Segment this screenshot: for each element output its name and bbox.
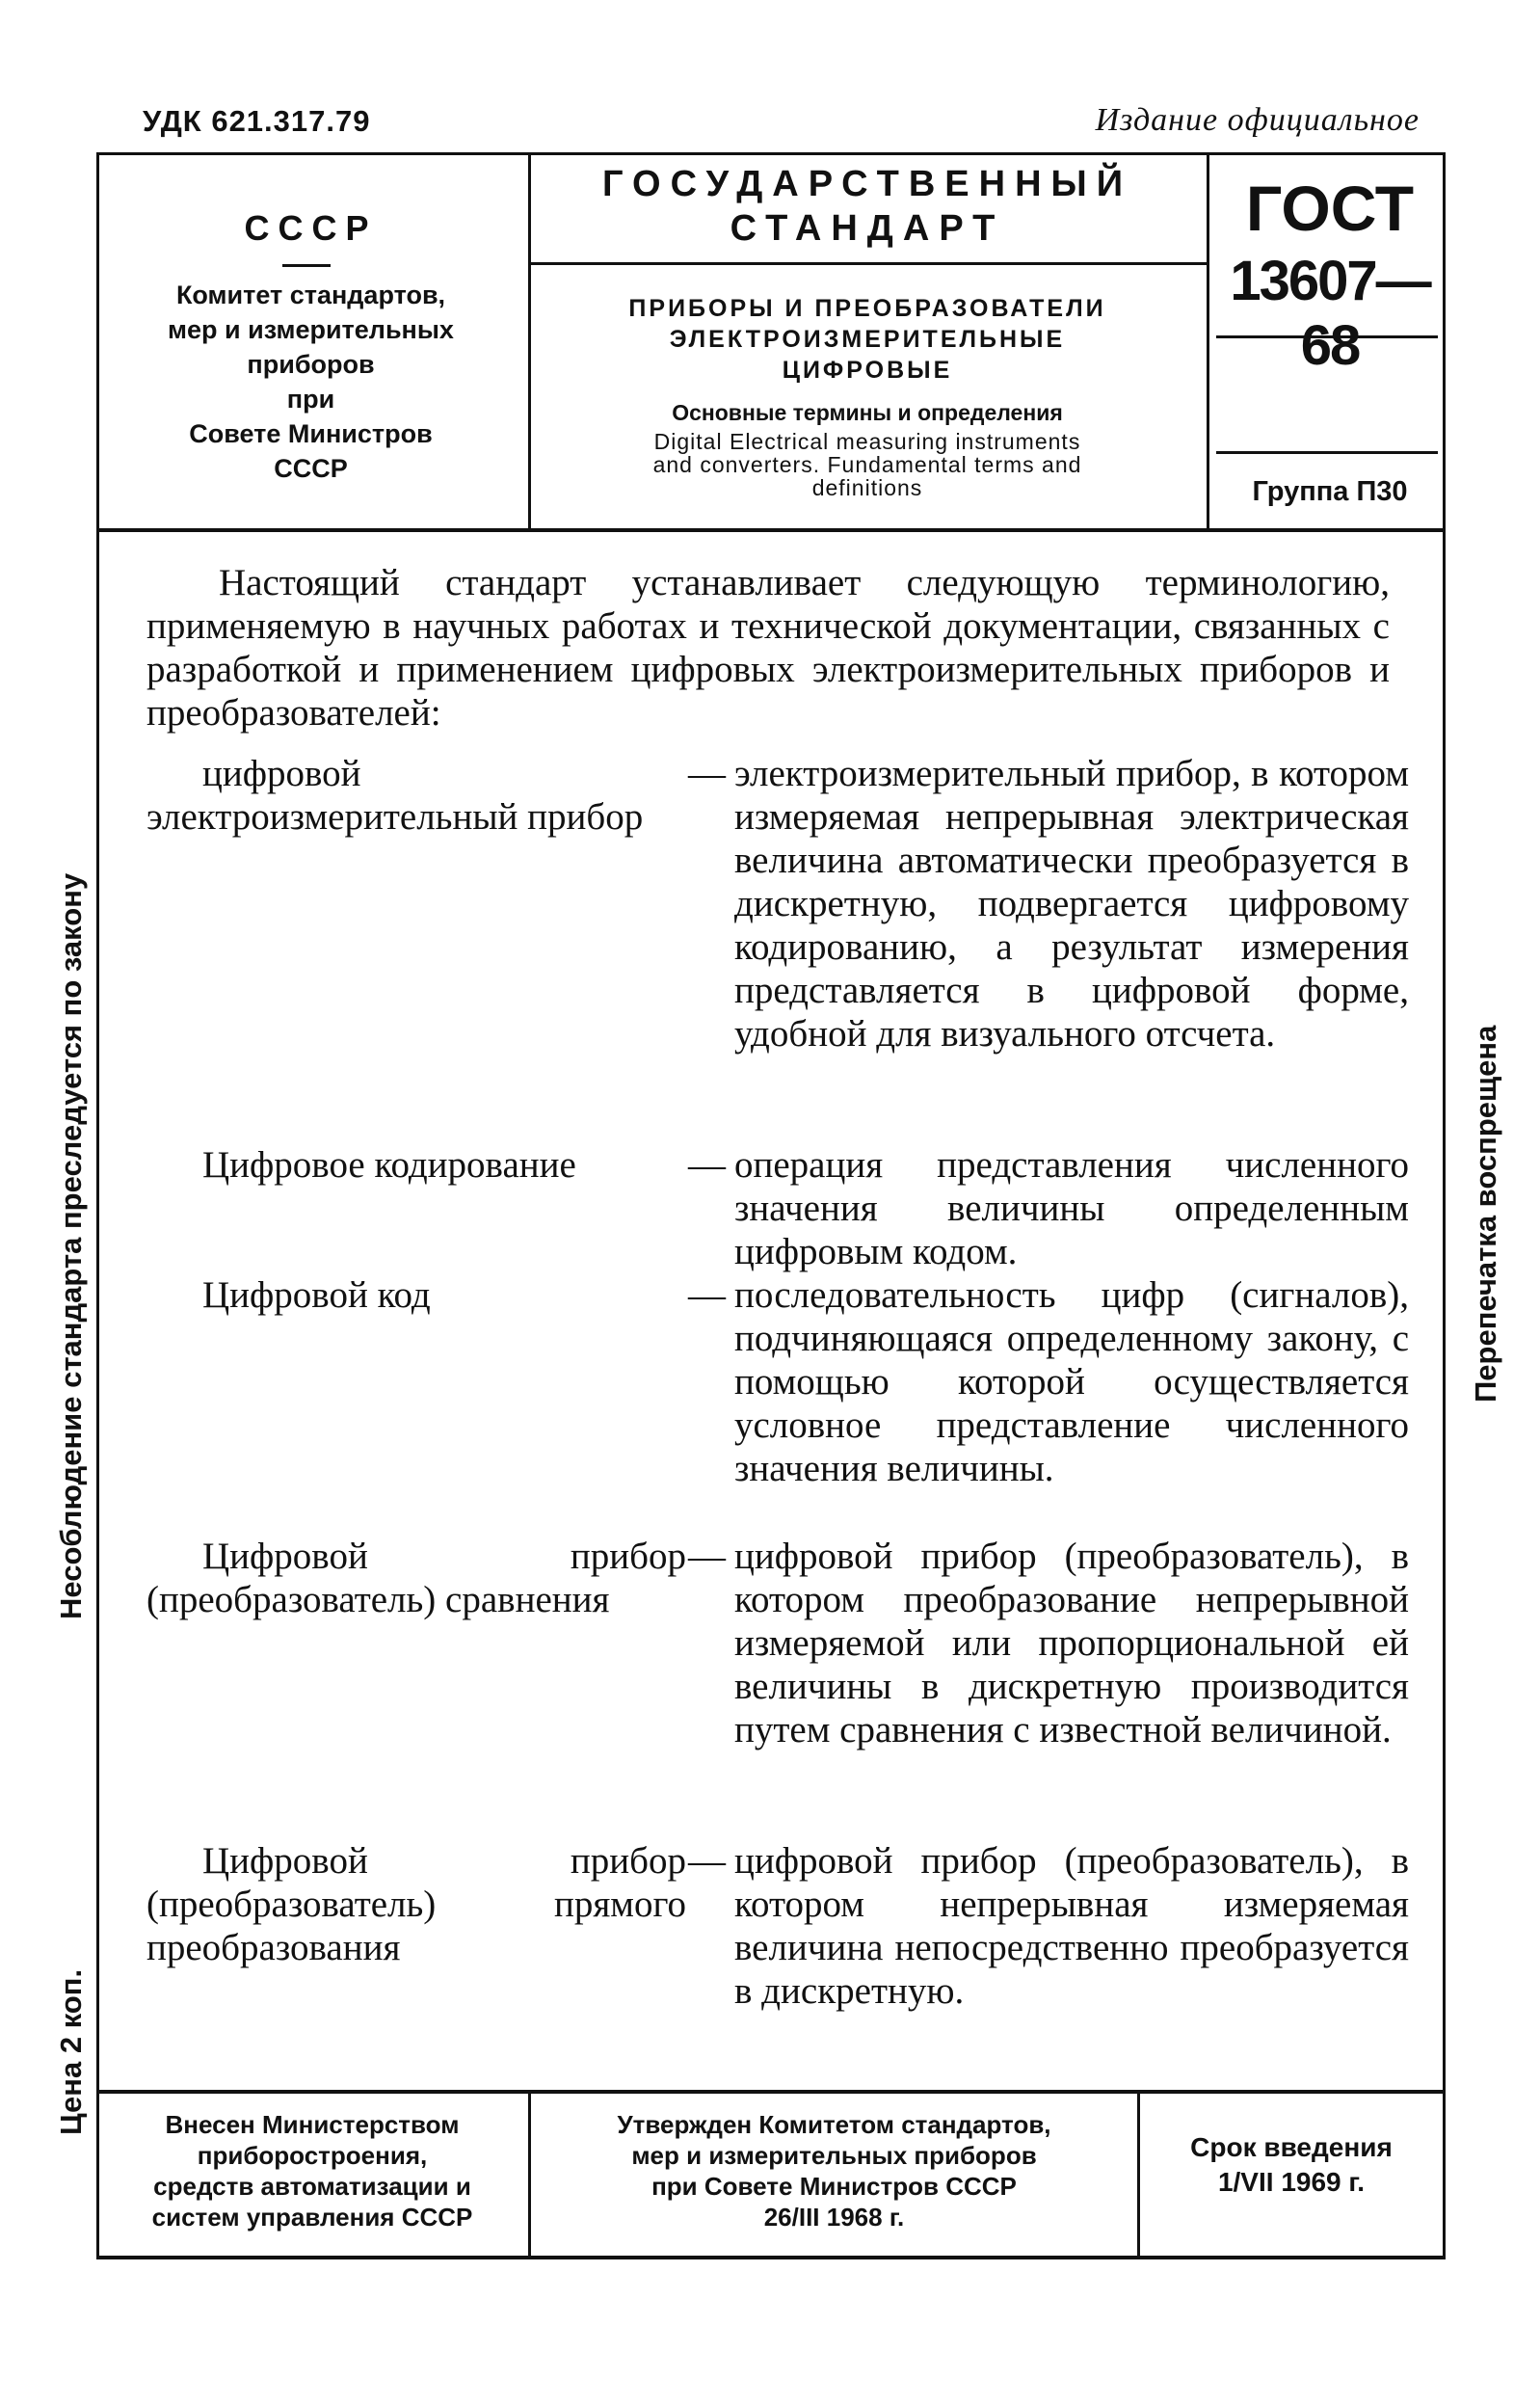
term-definition: последовательность цифр (сигналов), подчиняющаяся определенному закону, с помощью которой осуществляется условное представление численного значения величины.	[734, 1274, 1409, 1489]
term-name: Цифровой прибор (преобразователь) сравнения	[146, 1536, 686, 1620]
header-divider-2	[1207, 152, 1209, 528]
group-code: Группа П30	[1252, 476, 1408, 507]
effective-line: 1/VII 1969 г.	[1217, 2167, 1366, 2197]
term-definition: цифровой прибор (преобразователь), в котором непрерывная измеряемая величина непосредственно преобразуется в дискретную.	[734, 1840, 1409, 2012]
price-label: Цена 2 коп.	[54, 1968, 88, 2135]
term-name: Цифровое кодирование	[202, 1144, 576, 1186]
term-dash: —	[688, 1274, 726, 1316]
udk-code: УДК 621.317.79	[143, 104, 371, 138]
title-line: ЦИФРОВЫЕ	[782, 357, 953, 384]
term-definition: операция представления численного значения величины определенным цифровым кодом.	[734, 1144, 1409, 1272]
header-title-rule	[530, 262, 1207, 265]
introduced-line: средств автоматизации и	[153, 2172, 471, 2201]
english-title-line: Digital Electrical measuring instruments	[653, 429, 1081, 454]
introduced-line: систем управления СССР	[151, 2203, 473, 2232]
introduced-line: приборостроения,	[197, 2141, 428, 2170]
term-dash: —	[688, 1144, 726, 1186]
standard-type-line: СТАНДАРТ	[730, 208, 1005, 249]
term-name: Цифровой прибор (преобразователь) прямого преобразования	[146, 1840, 686, 1968]
approved-line: при Совете Министров СССР	[651, 2172, 1017, 2201]
approved-line: мер и измерительных приборов	[631, 2141, 1037, 2170]
edition-note: Издание официальное	[1095, 102, 1420, 138]
committee-line: мер и измерительных	[168, 315, 454, 344]
committee-block	[96, 278, 525, 486]
frame-bottom-rule	[96, 2256, 1446, 2259]
standard-subtitle: Основные термины и определения	[672, 400, 1063, 425]
term-dash: —	[688, 1840, 726, 1882]
standard-title	[530, 293, 1205, 386]
standard-frame	[96, 152, 1446, 2259]
committee-line: Совете Министров	[189, 419, 433, 448]
reprint-notice: Перепечатка воспрещена	[1469, 1025, 1502, 1403]
term-name: цифровой электроизмерительный прибор	[146, 753, 644, 838]
standard-type-line: ГОСУДАРСТВЕННЫЙ	[601, 164, 1133, 204]
title-line: ПРИБОРЫ И ПРЕОБРАЗОВАТЕЛИ	[628, 295, 1106, 322]
english-title-line: and converters. Fundamental terms and	[652, 452, 1082, 477]
effective-line: Срок введения	[1190, 2132, 1393, 2162]
introduced-by	[96, 2109, 528, 2232]
header-bottom-rule	[96, 528, 1446, 532]
approved-line: Утвержден Комитетом стандартов,	[617, 2110, 1051, 2139]
approved-by	[531, 2109, 1137, 2232]
term-definition: электроизмерительный прибор, в котором измеряемая непрерывная электрическая величина автоматически преобразуется в дискретную, подвергается цифровому кодированию, а результат измерения представляется в цифровой форме, удобной для визуального отсчета.	[734, 753, 1409, 1055]
gost-number: 13607—68	[1230, 250, 1430, 377]
english-title	[530, 430, 1205, 499]
committee-line: при	[286, 385, 335, 414]
frame-right-rule	[1443, 152, 1446, 2259]
country-label: СССР	[244, 208, 378, 248]
committee-line: Комитет стандартов,	[175, 281, 446, 309]
intro-paragraph: Настоящий стандарт устанавливает следующую терминологию, применяемую в научных работах и технической документации, связанных с разработкой и применением цифровых электроизмерительных приборов и преобразователей:	[146, 562, 1390, 734]
introduced-line: Внесен Министерством	[165, 2110, 460, 2139]
footer-top-rule	[96, 2090, 1446, 2094]
gost-label: ГОСТ	[1245, 173, 1415, 244]
group-rule	[1216, 451, 1438, 454]
committee-line: СССР	[274, 454, 348, 483]
frame-top-rule	[96, 152, 1446, 155]
effective-date	[1140, 2130, 1443, 2200]
title-line: ЭЛЕКТРОИЗМЕРИТЕЛЬНЫЕ	[669, 326, 1066, 353]
approved-line: 26/III 1968 г.	[763, 2203, 905, 2232]
term-name: Цифровой код	[202, 1274, 431, 1316]
standard-type	[530, 162, 1205, 251]
term-dash: —	[688, 753, 726, 794]
term-dash: —	[688, 1536, 726, 1577]
legal-notice-left: Несоблюдение стандарта преследуется по закону	[54, 872, 88, 1619]
country-dash	[282, 264, 331, 267]
term-definition: цифровой прибор (преобразователь), в котором преобразование непрерывной измеряемой или пропорциональной ей величины в дискретную производится путем сравнения с известной величиной.	[734, 1536, 1409, 1751]
committee-line: приборов	[247, 350, 375, 379]
english-title-line: definitions	[811, 475, 923, 500]
